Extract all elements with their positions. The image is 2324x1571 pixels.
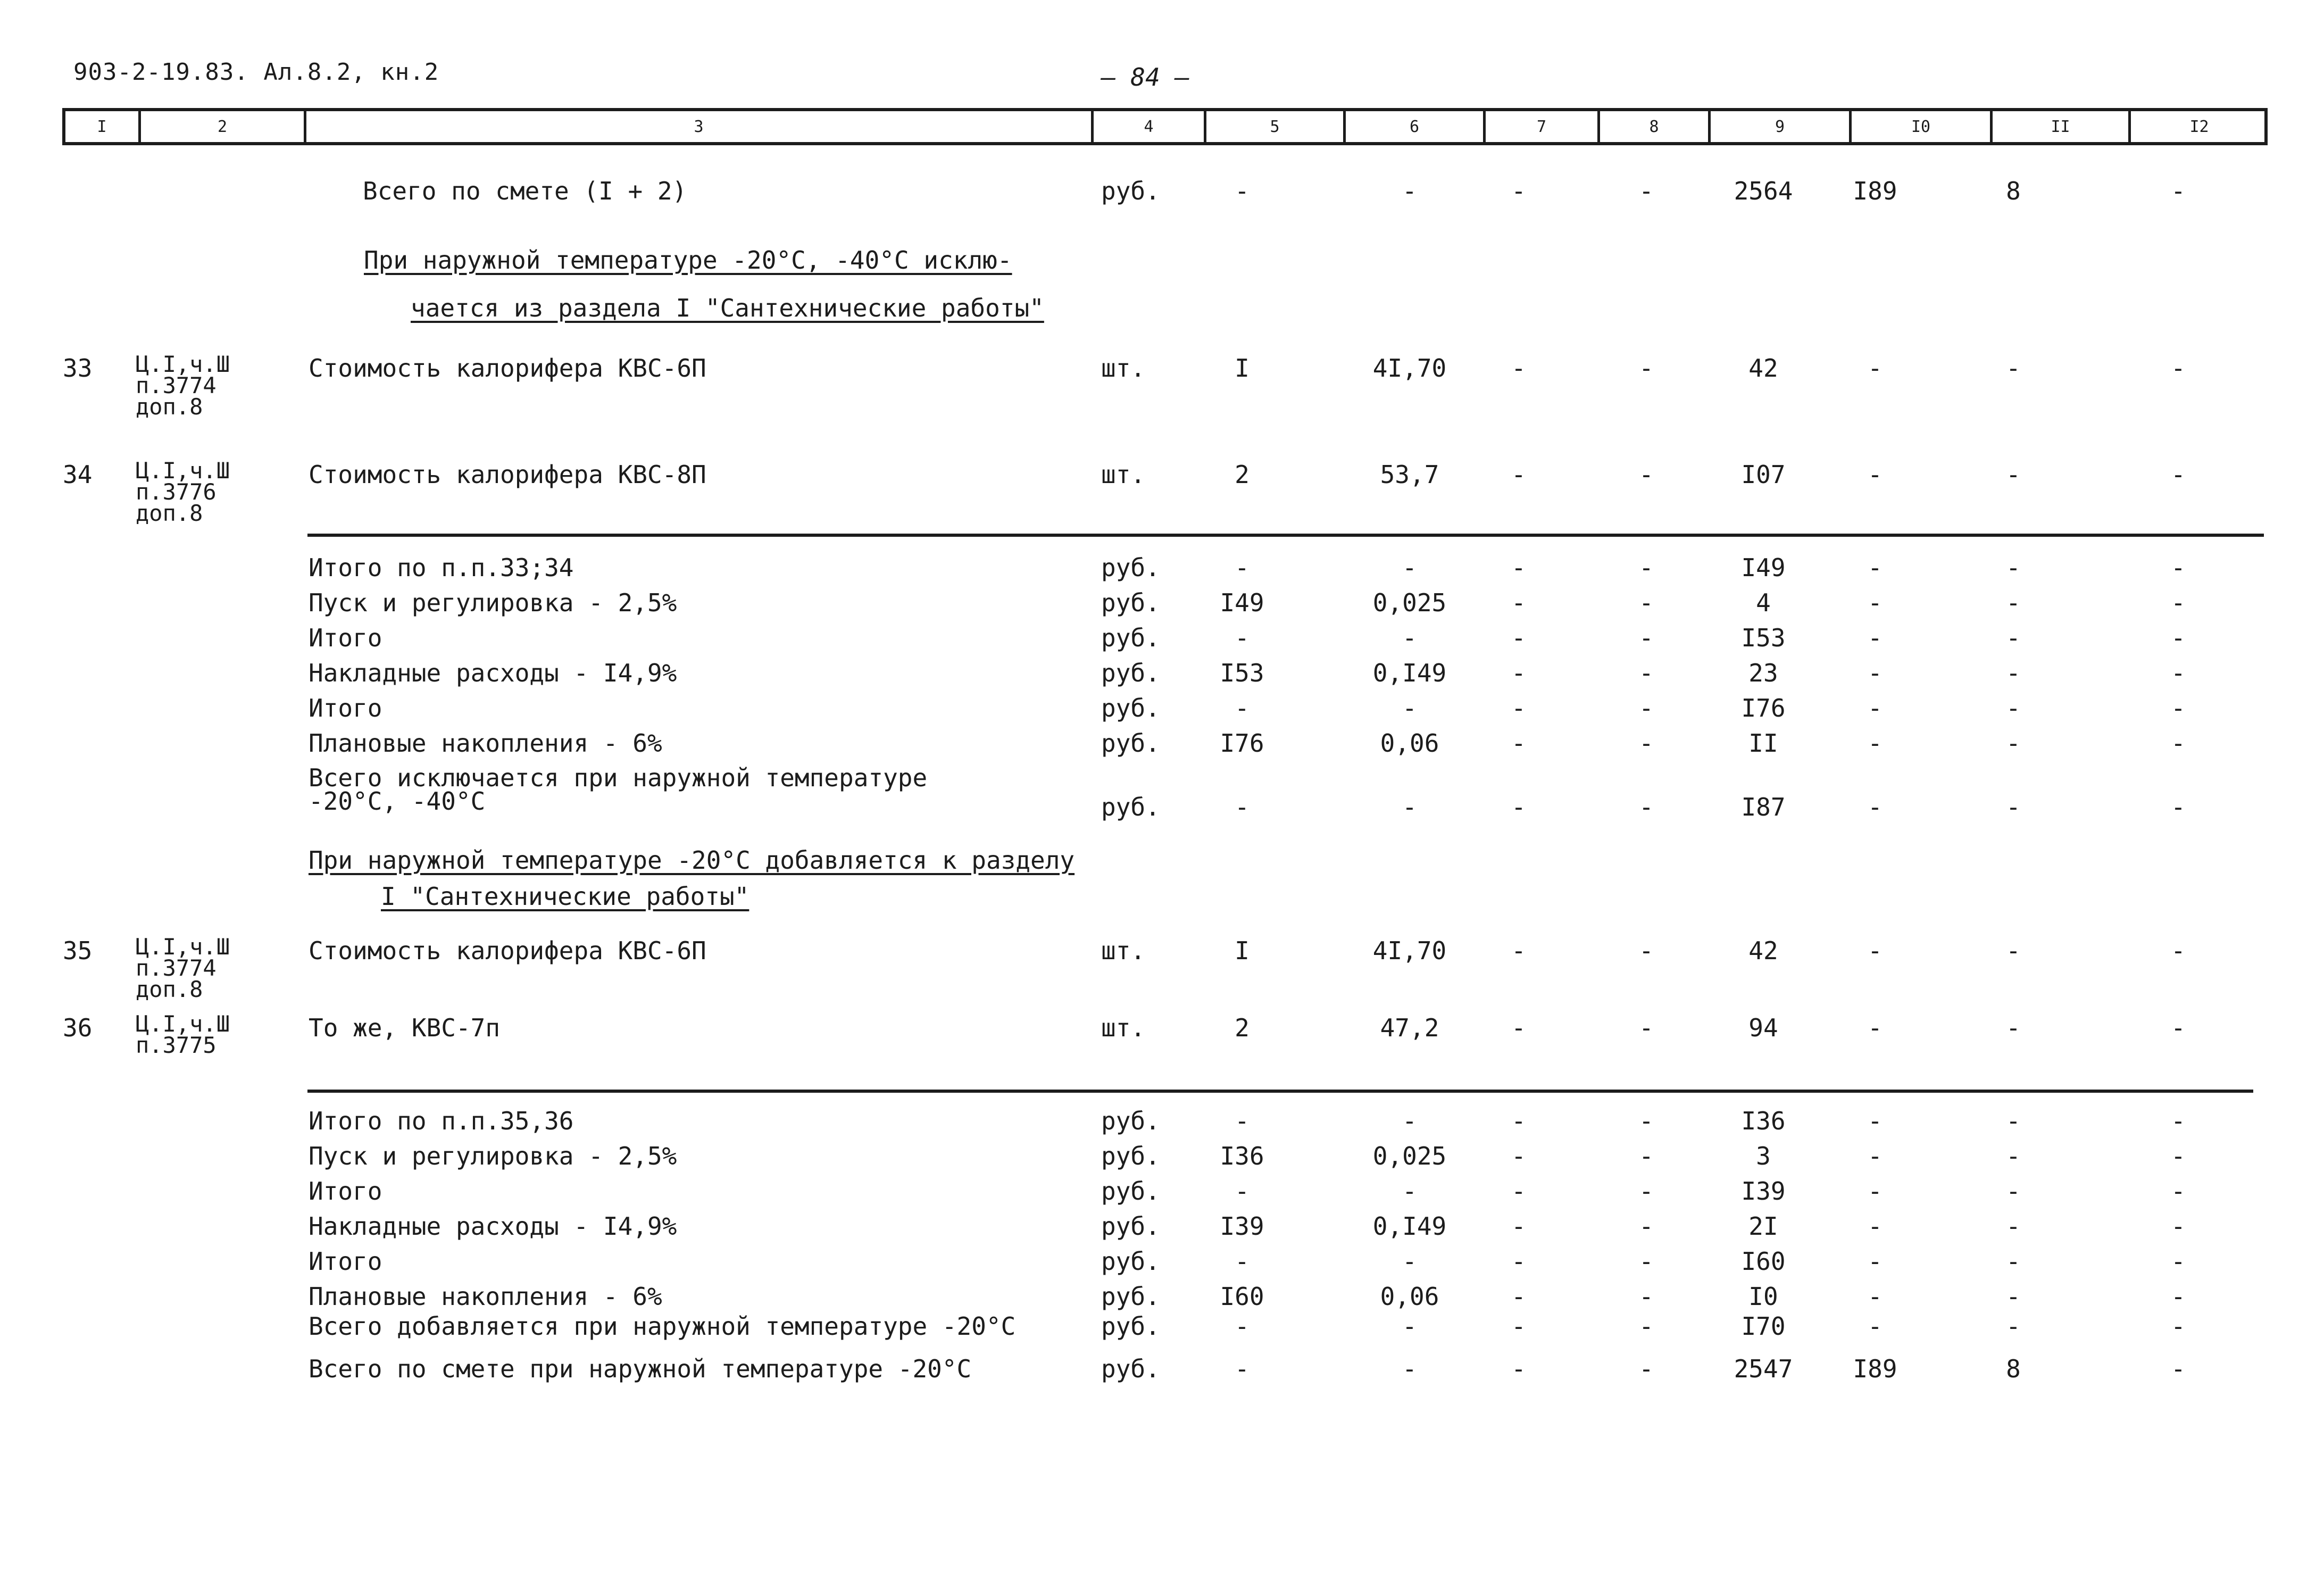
col7-value: -: [1511, 354, 1526, 383]
col9-value: I53: [1741, 624, 1786, 652]
col-header-11: II: [1990, 111, 2128, 142]
col6-value: 0,06: [1380, 1282, 1439, 1311]
row-description: Стоимость калорифера КВС-8П: [309, 460, 706, 489]
col12-value: -: [2171, 1212, 2186, 1241]
row-description: Плановые накопления - 6%: [309, 1282, 662, 1311]
summary-row: [0, 729, 2324, 761]
col12-value: -: [2171, 1247, 2186, 1276]
col5-value: -: [1235, 624, 1250, 652]
row-description: Всего по смете при наружной температуре -20°С: [309, 1354, 972, 1383]
col7-value: -: [1511, 659, 1526, 687]
section1-total-row: [0, 763, 2324, 825]
col10-value: I89: [1853, 1354, 1897, 1383]
col9-value: 2547: [1734, 1354, 1793, 1383]
col9-value: 42: [1748, 936, 1778, 965]
row-description: Всего добавляется при наружной температуре -20°С: [309, 1312, 1016, 1341]
col7-value: -: [1511, 729, 1526, 758]
col11-value: -: [2006, 1312, 2021, 1341]
col10-value: -: [1868, 553, 1882, 582]
col12-value: -: [2171, 1107, 2186, 1135]
col6-value: 0,I49: [1372, 1212, 1447, 1241]
col5-value: I: [1235, 936, 1250, 965]
col10-value: -: [1868, 659, 1882, 687]
summary-row: [0, 1212, 2324, 1244]
col12-value: -: [2171, 694, 2186, 722]
col12-value: -: [2171, 553, 2186, 582]
col-header-7: 7: [1483, 111, 1597, 142]
col9-value: 4: [1756, 588, 1771, 617]
col11-value: -: [2006, 624, 2021, 652]
col9-value: 23: [1748, 659, 1778, 687]
col10-value: -: [1868, 694, 1882, 722]
col10-value: -: [1868, 1013, 1882, 1042]
row-unit: руб.: [1101, 1107, 1160, 1135]
item-code: Ц.I,ч.Ш п.3774 доп.8: [136, 934, 230, 1002]
col8-value: -: [1639, 354, 1654, 383]
row-description: Пуск и регулировка - 2,5%: [309, 1142, 677, 1170]
row-unit: руб.: [1101, 588, 1160, 617]
item-code: Ц.I,ч.Ш п.3776 доп.8: [136, 458, 230, 526]
col9-value: 2I: [1748, 1212, 1778, 1241]
summary-row: [0, 659, 2324, 691]
row-unit: руб.: [1101, 553, 1160, 582]
row-description: Итого: [309, 694, 382, 722]
col8-value: -: [1639, 460, 1654, 489]
row-description: Всего исключается при наружной температуре -20°С, -40°С: [309, 763, 928, 816]
col8-value: -: [1639, 1282, 1654, 1311]
col10-value: -: [1868, 1247, 1882, 1276]
col8-value: -: [1639, 1212, 1654, 1241]
col-header-10: I0: [1849, 111, 1990, 142]
col8-value: -: [1639, 1247, 1654, 1276]
col12-value: -: [2171, 460, 2186, 489]
item-code: Ц.I,ч.Ш п.3774 доп.8: [136, 351, 230, 420]
col7-value: -: [1511, 1354, 1526, 1383]
col9-value: I0: [1748, 1282, 1778, 1311]
row-description: Стоимость калорифера КВС-6П: [309, 354, 706, 383]
col11-value: -: [2006, 1177, 2021, 1206]
col11-value: -: [2006, 1282, 2021, 1311]
table-row-item-35: [0, 936, 2324, 1005]
col9-value: I36: [1741, 1107, 1786, 1135]
row-unit: шт.: [1101, 1013, 1146, 1042]
col6-value: 47,2: [1380, 1013, 1439, 1042]
col8-value: -: [1639, 793, 1654, 821]
col9-value: I07: [1741, 460, 1786, 489]
col12-value: -: [2171, 1312, 2186, 1341]
col-header-12: I2: [2128, 111, 2268, 142]
col11-value: -: [2006, 793, 2021, 821]
col8-value: -: [1639, 588, 1654, 617]
col10-value: -: [1868, 1312, 1882, 1341]
item-number: 34: [63, 460, 93, 489]
col11-value: -: [2006, 460, 2021, 489]
col7-value: -: [1511, 460, 1526, 489]
col9-value: I87: [1741, 793, 1786, 821]
col6-value: 4I,70: [1372, 354, 1447, 383]
col5-value: I53: [1220, 659, 1264, 687]
row-description: Накладные расходы - I4,9%: [309, 1212, 677, 1241]
col5-value: 2: [1235, 1013, 1250, 1042]
col11-value: -: [2006, 588, 2021, 617]
col8-value: -: [1639, 1312, 1654, 1341]
col8-value: -: [1639, 936, 1654, 965]
col5-value: -: [1235, 553, 1250, 582]
row-description: Итого по п.п.35,36: [309, 1107, 574, 1135]
col11-value: -: [2006, 659, 2021, 687]
col10-value: -: [1868, 588, 1882, 617]
col9-value: 94: [1748, 1013, 1778, 1042]
col10-value: -: [1868, 1142, 1882, 1170]
row-unit: руб.: [1101, 1282, 1160, 1311]
summary-row: [0, 553, 2324, 585]
row-description: Итого: [309, 1247, 382, 1276]
col7-value: -: [1511, 1247, 1526, 1276]
col-header-8: 8: [1597, 111, 1708, 142]
col5-value: -: [1235, 1107, 1250, 1135]
col5-value: I: [1235, 354, 1250, 383]
col10-value: -: [1868, 624, 1882, 652]
final-total-row: [0, 1354, 2324, 1386]
col10-value: -: [1868, 1177, 1882, 1206]
col9-value: I49: [1741, 553, 1786, 582]
col5-value: -: [1235, 793, 1250, 821]
col5-value: -: [1235, 1312, 1250, 1341]
col12-value: -: [2171, 1282, 2186, 1311]
row-unit: руб.: [1101, 624, 1160, 652]
col6-value: -: [1402, 1354, 1417, 1383]
col12-value: -: [2171, 1142, 2186, 1170]
row-unit: шт.: [1101, 936, 1146, 965]
col12-value: -: [2171, 354, 2186, 383]
col8-value: -: [1639, 553, 1654, 582]
col5-value: -: [1235, 1354, 1250, 1383]
row-unit: руб.: [1101, 1354, 1160, 1383]
col7-value: -: [1511, 177, 1526, 205]
col6-value: 0,I49: [1372, 659, 1447, 687]
col6-value: -: [1402, 793, 1417, 821]
row-description: Итого: [309, 1177, 382, 1206]
col6-value: 0,025: [1372, 1142, 1447, 1170]
section2-heading-line2: I "Сантехнические работы": [381, 882, 749, 911]
summary-row: [0, 1177, 2324, 1209]
col11-value: -: [2006, 1107, 2021, 1135]
row-unit: руб.: [1101, 1247, 1160, 1276]
row-unit: руб.: [1101, 1312, 1160, 1341]
row-unit: руб.: [1101, 793, 1160, 821]
col7-value: -: [1511, 1142, 1526, 1170]
col7-value: -: [1511, 1177, 1526, 1206]
col8-value: -: [1639, 659, 1654, 687]
col6-value: 0,06: [1380, 729, 1439, 758]
summary-row: [0, 1282, 2324, 1314]
col5-value: -: [1235, 177, 1250, 205]
row-description: Итого по п.п.33;34: [309, 553, 574, 582]
col8-value: -: [1639, 1142, 1654, 1170]
col7-value: -: [1511, 694, 1526, 722]
document-code: 903-2-19.83. Ал.8.2, кн.2: [73, 59, 439, 86]
col-header-1: I: [97, 117, 107, 136]
col12-value: -: [2171, 588, 2186, 617]
col12-value: -: [2171, 793, 2186, 821]
col5-value: -: [1235, 1247, 1250, 1276]
col11-value: -: [2006, 694, 2021, 722]
summary-row: [0, 624, 2324, 655]
col8-value: -: [1639, 694, 1654, 722]
col-header-5: 5: [1204, 111, 1343, 142]
row-unit: руб.: [1101, 177, 1160, 205]
col5-value: 2: [1235, 460, 1250, 489]
col11-value: 8: [2006, 177, 2021, 205]
section1-divider: [307, 534, 2264, 537]
col12-value: -: [2171, 624, 2186, 652]
row-unit: руб.: [1101, 1212, 1160, 1241]
col5-value: I76: [1220, 729, 1264, 758]
col7-value: -: [1511, 1013, 1526, 1042]
col11-value: -: [2006, 729, 2021, 758]
section1-heading-line2: чается из раздела I "Сантехнические работы": [411, 294, 1044, 322]
section1-heading-line1: При наружной температуре -20°С, -40°С исклю-: [364, 246, 1012, 275]
col11-value: 8: [2006, 1354, 2021, 1383]
col9-value: I39: [1741, 1177, 1786, 1206]
row-unit: руб.: [1101, 659, 1160, 687]
column-header-row: [62, 108, 2268, 145]
col5-value: I49: [1220, 588, 1264, 617]
section2-divider: [307, 1090, 2253, 1093]
col7-value: -: [1511, 1212, 1526, 1241]
summary-row: [0, 1142, 2324, 1174]
col10-value: I89: [1853, 177, 1897, 205]
col12-value: -: [2171, 1013, 2186, 1042]
col12-value: -: [2171, 1354, 2186, 1383]
row-description: Пуск и регулировка - 2,5%: [309, 588, 677, 617]
col-header-6: 6: [1343, 111, 1483, 142]
summary-row: [0, 1107, 2324, 1138]
col11-value: -: [2006, 1212, 2021, 1241]
summary-row: [0, 1247, 2324, 1279]
col9-value: 42: [1748, 354, 1778, 383]
item-number: 36: [63, 1013, 93, 1042]
col7-value: -: [1511, 936, 1526, 965]
col6-value: -: [1402, 624, 1417, 652]
item-number: 33: [63, 354, 93, 383]
col10-value: -: [1868, 1212, 1882, 1241]
col6-value: 4I,70: [1372, 936, 1447, 965]
summary-row: [0, 694, 2324, 726]
col6-value: -: [1402, 177, 1417, 205]
col7-value: -: [1511, 1312, 1526, 1341]
table-row-item-34: [0, 460, 2324, 540]
col5-value: I39: [1220, 1212, 1264, 1241]
row-description: Стоимость калорифера КВС-6П: [309, 936, 706, 965]
summary-row: [0, 588, 2324, 620]
col9-value: I70: [1741, 1312, 1786, 1341]
col5-value: I36: [1220, 1142, 1264, 1170]
col7-value: -: [1511, 553, 1526, 582]
col6-value: -: [1402, 1107, 1417, 1135]
row-unit: руб.: [1101, 729, 1160, 758]
page-number: — 84 —: [1101, 63, 1190, 92]
col8-value: -: [1639, 624, 1654, 652]
item-code: Ц.I,ч.Ш п.3775: [136, 1011, 230, 1058]
col10-value: -: [1868, 354, 1882, 383]
col12-value: -: [2171, 177, 2186, 205]
col5-value: -: [1235, 694, 1250, 722]
col10-value: -: [1868, 793, 1882, 821]
table-row-item-36: [0, 1013, 2324, 1067]
col7-value: -: [1511, 793, 1526, 821]
col-header-3: 3: [304, 111, 1091, 142]
row-unit: шт.: [1101, 460, 1146, 489]
col12-value: -: [2171, 936, 2186, 965]
col6-value: -: [1402, 1177, 1417, 1206]
grand-total-row: [0, 177, 2324, 209]
table-row-item-33: [0, 351, 2324, 434]
col11-value: -: [2006, 1142, 2021, 1170]
row-description: То же, КВС-7п: [309, 1013, 501, 1042]
item-number: 35: [63, 936, 93, 965]
col6-value: -: [1402, 1247, 1417, 1276]
summary-row: [0, 1312, 2324, 1344]
row-unit: руб.: [1101, 1177, 1160, 1206]
col6-value: -: [1402, 694, 1417, 722]
col10-value: -: [1868, 1107, 1882, 1135]
row-description: Итого: [309, 624, 382, 652]
col-header-2: 2: [138, 111, 304, 142]
col-header-4: 4: [1091, 111, 1204, 142]
col8-value: -: [1639, 1107, 1654, 1135]
col7-value: -: [1511, 624, 1526, 652]
col9-value: I60: [1741, 1247, 1786, 1276]
row-unit: шт.: [1101, 354, 1146, 383]
col10-value: -: [1868, 460, 1882, 489]
col8-value: -: [1639, 1013, 1654, 1042]
col7-value: -: [1511, 588, 1526, 617]
col6-value: 0,025: [1372, 588, 1447, 617]
col12-value: -: [2171, 659, 2186, 687]
col7-value: -: [1511, 1282, 1526, 1311]
col8-value: -: [1639, 1177, 1654, 1206]
col11-value: -: [2006, 1013, 2021, 1042]
row-description: Накладные расходы - I4,9%: [309, 659, 677, 687]
row-unit: руб.: [1101, 694, 1160, 722]
col6-value: 53,7: [1380, 460, 1439, 489]
col12-value: -: [2171, 729, 2186, 758]
row-unit: руб.: [1101, 1142, 1160, 1170]
col11-value: -: [2006, 553, 2021, 582]
col8-value: -: [1639, 729, 1654, 758]
col10-value: -: [1868, 936, 1882, 965]
col9-value: II: [1748, 729, 1778, 758]
col9-value: 3: [1756, 1142, 1771, 1170]
col5-value: I60: [1220, 1282, 1264, 1311]
col8-value: -: [1639, 1354, 1654, 1383]
col5-value: -: [1235, 1177, 1250, 1206]
col10-value: -: [1868, 1282, 1882, 1311]
row-description: Плановые накопления - 6%: [309, 729, 662, 758]
col12-value: -: [2171, 1177, 2186, 1206]
col7-value: -: [1511, 1107, 1526, 1135]
row-description: Всего по смете (I + 2): [363, 177, 687, 205]
col11-value: -: [2006, 354, 2021, 383]
col11-value: -: [2006, 936, 2021, 965]
col8-value: -: [1639, 177, 1654, 205]
col6-value: -: [1402, 1312, 1417, 1341]
col10-value: -: [1868, 729, 1882, 758]
col9-value: I76: [1741, 694, 1786, 722]
col-header-9: 9: [1708, 111, 1849, 142]
section2-heading-line1: При наружной температуре -20°С добавляется к разделу: [309, 846, 1075, 875]
col6-value: -: [1402, 553, 1417, 582]
col9-value: 2564: [1734, 177, 1793, 205]
col11-value: -: [2006, 1247, 2021, 1276]
